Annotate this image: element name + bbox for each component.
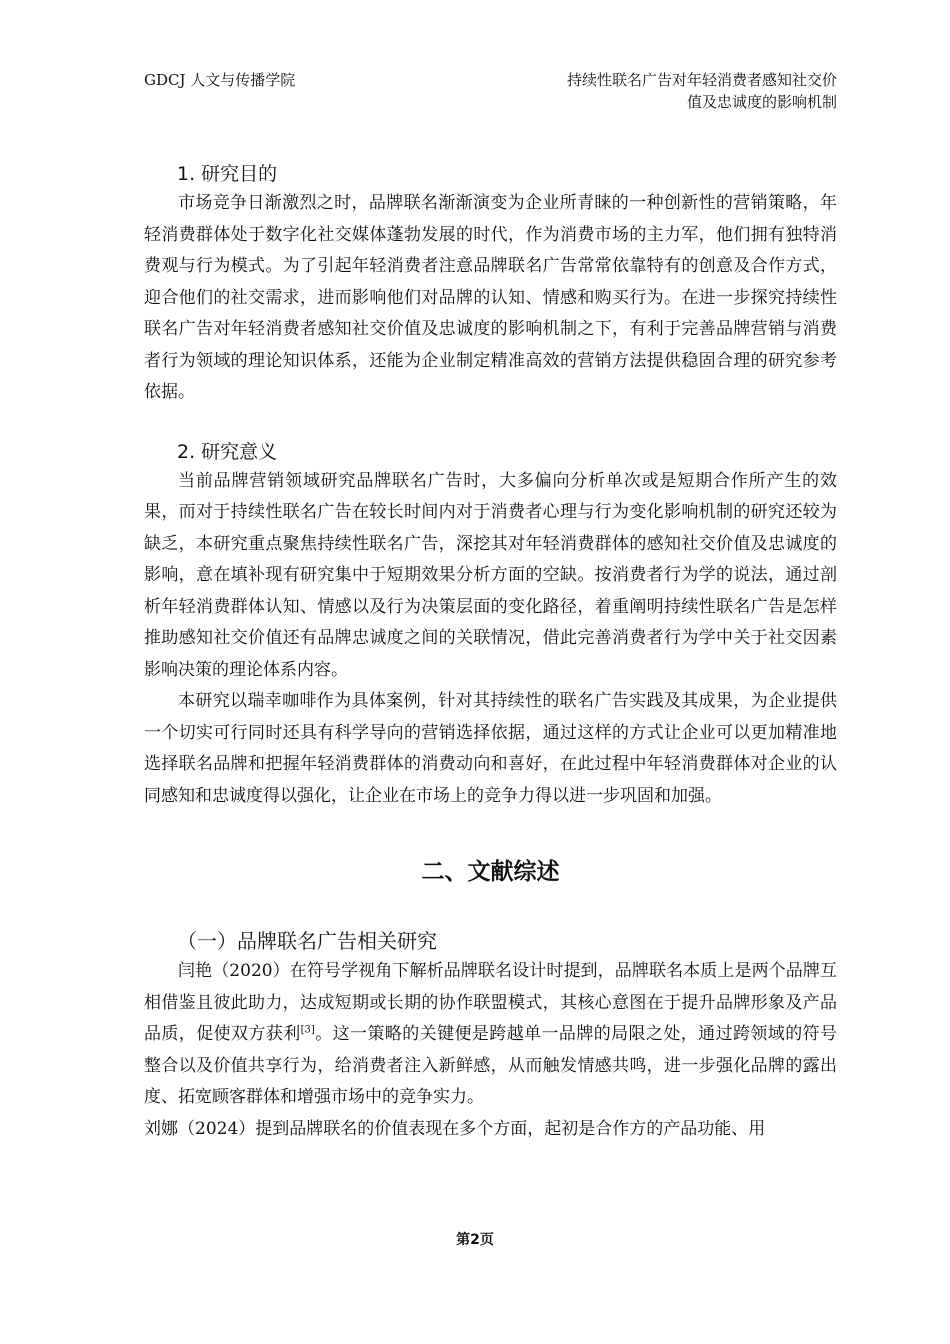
- paragraph-literature-1-text-a: 闫艳（2020）在符号学视角下解析品牌联名设计时提到，品牌联名本质上是两个品牌互相借鉴且彼此助力，达成短期或长期的协作联盟模式，其核心意图在于提升品牌形象及产品品质，促使双方获利: [144, 961, 837, 1044]
- paragraph-research-significance-2: 本研究以瑞幸咖啡作为具体案例，针对其持续性的联名广告实践及其成果，为企业提供一个切实可行同时还具有科学导向的营销选择依据，通过这样的方式让企业可以更加精准地选择联名品牌和把握年轻消费群体的消费动向和喜好，在此过程中年轻消费群体对企业的认同感知和忠诚度得以强化，让企业在市场上的竞争力得以进一步巩固和加强。: [144, 691, 837, 806]
- paragraph-literature-2: 刘娜（2024）提到品牌联名的价值表现在多个方面，起初是合作方的产品功能、用: [144, 1118, 766, 1139]
- paragraph-literature-1-text-b: 。这一策略的关键便是跨越单一品牌的局限之处，通过跨领域的符号整合以及价值共享行为，给消费者注入新鲜感，从而触发情感共鸣，进一步强化品牌的露出度、拓宽顾客群体和增强市场中的竞争实力。: [144, 1024, 838, 1107]
- header-title-line1: 持续性联名广告对年轻消费者感知社交价: [566, 71, 837, 89]
- paragraph-research-significance-1: 当前品牌营销领域研究品牌联名广告时，大多偏向分析单次或是短期合作所产生的效果，而对于持续性联名广告在较长时间内对于消费者心理与行为变化影响机制的研究还较为缺乏，本研究重点聚焦持续性联名广告，深挖其对年轻消费群体的感知社交价值及忠诚度的影响，意在填补现有研究集中于短期效果分析方面的空缺。按消费者行为学的说法，通过剖析年轻消费群体认知、情感以及行为决策层面的变化路径，着重阐明持续性联名广告是怎样推助感知社交价值还有品牌忠诚度之间的关联情况，借此完善消费者行为学中关于社交因素影响决策的理论体系内容。: [144, 470, 837, 680]
- subsection-heading-brand-collab-ads: （一）品牌联名广告相关研究: [177, 929, 437, 953]
- citation-ref: [3]: [300, 1024, 315, 1036]
- page-body: [144, 160, 837, 1145]
- chapter-heading-literature-review: 二、文献综述: [421, 859, 560, 885]
- paragraph-literature-1: [144, 956, 837, 1114]
- section-heading-research-significance: 2. 研究意义: [177, 440, 278, 463]
- header-title-line2: 值及忠诚度的影响机制: [686, 93, 837, 111]
- paragraph-research-purpose: 市场竞争日渐激烈之时，品牌联名渐渐演变为企业所青睐的一种创新性的营销策略，年轻消费群体处于数字化社交媒体蓬勃发展的时代，作为消费市场的主力军，他们拥有独特消费观与行为模式。为了引起年轻消费者注意品牌联名广告常常依靠特有的创意及合作方式，迎合他们的社交需求，进而影响他们对品牌的认知、情感和购买行为。在进一步探究持续性联名广告对年轻消费者感知社交价值及忠诚度的影响机制之下，有利于完善品牌营销与消费者行为领域的理论知识体系，还能为企业制定精准高效的营销方法提供稳固合理的研究参考依据。: [144, 193, 837, 402]
- header-paper-title: [497, 69, 837, 113]
- header-institution: GDCJ 人文与传播学院: [144, 71, 296, 89]
- section-heading-research-purpose: 1. 研究目的: [177, 163, 278, 185]
- page-number: 第2页: [456, 1232, 494, 1248]
